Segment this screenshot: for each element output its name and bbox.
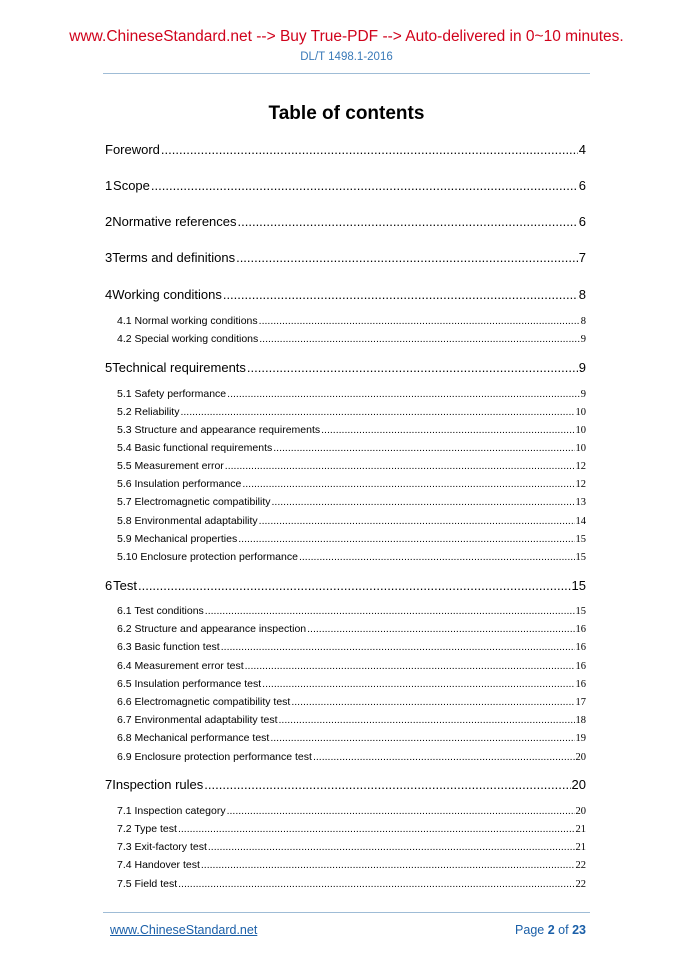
toc-entry-label: Technical requirements (112, 360, 246, 375)
toc-entry-label: 5.7 Electromagnetic compatibility (117, 496, 271, 508)
toc-entry-label: 5.3 Structure and appearance requirements (117, 424, 321, 436)
toc-dot-leader (205, 605, 575, 617)
toc-entry-page: 15 (575, 552, 586, 563)
toc-subsection-entry[interactable] (117, 660, 586, 672)
toc-dot-leader (270, 732, 574, 744)
toc-entry-page: 21 (575, 824, 586, 835)
toc-entry-page: 20 (575, 752, 586, 763)
toc-entry-label: Test (113, 578, 137, 593)
toc-dot-leader (178, 878, 574, 890)
toc-dot-leader (180, 406, 574, 418)
toc-dot-leader (238, 214, 578, 229)
toc-entry-label: 4.1 Normal working conditions (117, 315, 258, 327)
toc-dot-leader (299, 551, 575, 563)
toc-subsection-entry[interactable] (117, 823, 586, 835)
header-divider (103, 73, 590, 74)
toc-entry-number: 1 (105, 178, 113, 193)
toc-entry-page: 16 (575, 642, 586, 653)
toc-entry-page: 13 (575, 497, 586, 508)
toc-subsection-entry[interactable] (117, 478, 586, 490)
toc-dot-leader (223, 287, 578, 302)
toc-entry-label: 5.9 Mechanical properties (117, 533, 238, 545)
toc-entry-label: Terms and definitions (112, 250, 236, 265)
toc-section-entry[interactable] (105, 142, 586, 157)
toc-dot-leader (313, 751, 575, 763)
toc-entry-label: 5.2 Reliability (117, 406, 180, 418)
toc-entry-label: Foreword (105, 142, 160, 157)
toc-dot-leader (291, 696, 574, 708)
toc-subsection-entry[interactable] (117, 460, 586, 472)
toc-entry-label: 7.4 Handover test (117, 859, 200, 871)
toc-entry-label: 6.6 Electromagnetic compatibility test (117, 696, 291, 708)
toc-entry-page: 10 (575, 407, 586, 418)
footer-website-link[interactable]: www.ChineseStandard.net (110, 923, 258, 937)
footer-divider (103, 912, 590, 913)
toc-entry-page: 22 (575, 879, 586, 890)
toc-subsection-entry[interactable] (117, 442, 586, 454)
toc-dot-leader (227, 805, 575, 817)
toc-section-entry[interactable] (105, 360, 586, 375)
toc-dot-leader (259, 333, 580, 345)
toc-entry-page: 9 (578, 360, 586, 375)
toc-entry-page: 8 (578, 287, 586, 302)
toc-section-entry[interactable] (105, 214, 586, 229)
toc-dot-leader (161, 142, 578, 157)
toc-entry-label: 6.3 Basic function test (117, 641, 220, 653)
toc-entry-page: 6 (578, 178, 586, 193)
page-of: of (558, 923, 569, 937)
toc-entry-label: 5.1 Safety performance (117, 388, 227, 400)
toc-entry-label: Normative references (112, 214, 237, 229)
toc-subsection-entry[interactable] (117, 878, 586, 890)
toc-entry-label: 6.7 Environmental adaptability test (117, 714, 278, 726)
toc-entry-page: 16 (575, 679, 586, 690)
toc-entry-label: Working conditions (112, 287, 222, 302)
toc-entry-label: 6.8 Mechanical performance test (117, 732, 270, 744)
toc-entry-label: 5.4 Basic functional requirements (117, 442, 273, 454)
toc-dot-leader (259, 515, 575, 527)
toc-entry-page: 9 (580, 389, 586, 400)
toc-dot-leader (225, 460, 575, 472)
toc-entry-label: 7.1 Inspection category (117, 805, 226, 817)
toc-dot-leader (138, 578, 571, 593)
toc-entry-page: 15 (575, 534, 586, 545)
toc-entry-page: 6 (578, 214, 586, 229)
toc-subsection-entry[interactable] (117, 678, 586, 690)
toc-entry-label: 6.5 Insulation performance test (117, 678, 262, 690)
toc-subsection-entry[interactable] (117, 859, 586, 871)
page-indicator (515, 923, 586, 937)
toc-subsection-entry[interactable] (117, 388, 586, 400)
top-banner[interactable]: www.ChineseStandard.net --> Buy True-PDF --> Auto-delivered in 0~10 minutes. (69, 28, 624, 45)
toc-entry-page: 16 (575, 661, 586, 672)
toc-entry-page: 9 (580, 334, 586, 345)
toc-dot-leader (321, 424, 574, 436)
page-total: 23 (572, 923, 586, 937)
toc-dot-leader (259, 315, 580, 327)
toc-subsection-entry[interactable] (117, 732, 586, 744)
toc-entry-label: 6.9 Enclosure protection performance test (117, 751, 312, 763)
toc-dot-leader (245, 660, 575, 672)
toc-entry-number: 7 (105, 777, 113, 792)
toc-subsection-entry[interactable] (117, 406, 586, 418)
toc-entry-page: 21 (575, 842, 586, 853)
toc-dot-leader (279, 714, 575, 726)
toc-entry-page: 7 (578, 250, 586, 265)
toc-entry-page: 20 (575, 806, 586, 817)
toc-entry-label: 5.5 Measurement error (117, 460, 224, 472)
toc-entry-page: 12 (575, 461, 586, 472)
toc-subsection-entry[interactable] (117, 515, 586, 527)
toc-entry-page: 18 (575, 715, 586, 726)
toc-entry-number: 5 (105, 360, 113, 375)
toc-entry-page: 20 (571, 777, 586, 792)
toc-entry-page: 15 (575, 606, 586, 617)
toc-entry-label: 7.3 Exit-factory test (117, 841, 207, 853)
toc-section-entry[interactable] (105, 777, 586, 792)
toc-entry-label: 5.8 Environmental adaptability (117, 515, 258, 527)
toc-subsection-entry[interactable] (117, 623, 586, 635)
toc-subsection-entry[interactable] (117, 496, 586, 508)
toc-dot-leader (178, 823, 575, 835)
toc-entry-page: 15 (571, 578, 586, 593)
toc-entry-number: 2 (105, 214, 113, 229)
toc-entry-label: 6.1 Test conditions (117, 605, 204, 617)
toc-entry-number: 3 (105, 250, 113, 265)
toc-dot-leader (221, 641, 575, 653)
toc-entry-label: 7.2 Type test (117, 823, 177, 835)
toc-entry-label: 5.10 Enclosure protection performance (117, 551, 298, 563)
toc-subsection-entry[interactable] (117, 424, 586, 436)
toc-subsection-entry[interactable] (117, 714, 586, 726)
toc-dot-leader (238, 533, 574, 545)
page-label: Page (515, 923, 545, 937)
toc-entry-label: Scope (113, 178, 150, 193)
toc-dot-leader (208, 841, 575, 853)
toc-subsection-entry[interactable] (117, 551, 586, 563)
toc-entry-page: 4 (578, 142, 586, 157)
toc-entry-label: 7.5 Field test (117, 878, 178, 890)
toc-subsection-entry[interactable] (117, 605, 586, 617)
toc-subsection-entry[interactable] (117, 841, 586, 853)
toc-dot-leader (236, 250, 578, 265)
toc-entry-label: Inspection rules (112, 777, 204, 792)
toc-dot-leader (151, 178, 578, 193)
toc-entry-page: 12 (575, 479, 586, 490)
toc-section-entry[interactable] (105, 250, 586, 265)
toc-section-entry[interactable] (105, 287, 586, 302)
toc-entry-label: 6.4 Measurement error test (117, 660, 244, 672)
toc-subsection-entry[interactable] (117, 533, 586, 545)
toc-dot-leader (242, 478, 574, 490)
toc-subsection-entry[interactable] (117, 333, 586, 345)
toc-entry-page: 8 (580, 316, 586, 327)
toc-entry-label: 6.2 Structure and appearance inspection (117, 623, 307, 635)
toc-dot-leader (272, 496, 575, 508)
toc-entry-page: 10 (575, 443, 586, 454)
toc-title: Table of contents (268, 103, 425, 124)
document-number: DL/T 1498.1-2016 (300, 51, 393, 63)
toc-entry-page: 22 (575, 860, 586, 871)
toc-subsection-entry[interactable] (117, 805, 586, 817)
toc-dot-leader (204, 777, 570, 792)
toc-dot-leader (307, 623, 574, 635)
toc-subsection-entry[interactable] (117, 641, 586, 653)
page-current: 2 (547, 923, 555, 937)
toc-entry-label: 4.2 Special working conditions (117, 333, 259, 345)
toc-dot-leader (227, 388, 580, 400)
toc-subsection-entry[interactable] (117, 751, 586, 763)
toc-dot-leader (262, 678, 574, 690)
toc-entry-page: 17 (575, 697, 586, 708)
toc-entry-number: 6 (105, 578, 113, 593)
toc-dot-leader (201, 859, 575, 871)
toc-entry-number: 4 (105, 287, 113, 302)
toc-subsection-entry[interactable] (117, 696, 586, 708)
toc-section-entry[interactable] (105, 178, 586, 193)
toc-entry-page: 19 (575, 733, 586, 744)
toc-entry-page: 10 (575, 425, 586, 436)
toc-entry-page: 14 (575, 516, 586, 527)
toc-entry-page: 16 (575, 624, 586, 635)
toc-subsection-entry[interactable] (117, 315, 586, 327)
toc-dot-leader (273, 442, 574, 454)
toc-dot-leader (247, 360, 578, 375)
toc-entry-label: 5.6 Insulation performance (117, 478, 242, 490)
toc-section-entry[interactable] (105, 578, 586, 593)
